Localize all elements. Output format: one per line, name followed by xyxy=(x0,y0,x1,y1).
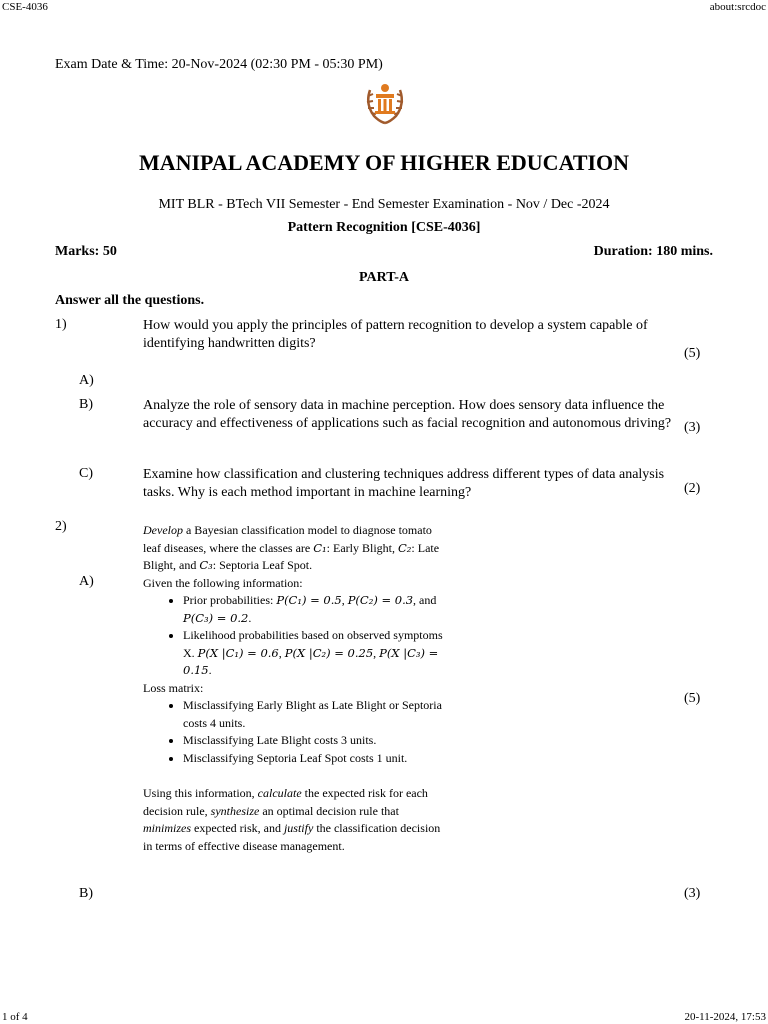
class-c1: C₁ xyxy=(313,540,327,555)
browser-header-title: CSE-4036 xyxy=(2,1,48,13)
q1-marks: (5) xyxy=(684,346,701,361)
likelihood-probabilities-item: • Likelihood probabilities based on observed symptoms X. P(X |C₁) = 0.6, P(X |C₂) = 0.25, P(X |C₃) = 0.15. xyxy=(183,627,443,680)
class-c3: C₃ xyxy=(199,558,213,572)
class-c2: C₂ xyxy=(398,540,412,555)
q2-given: Given the following information: xyxy=(143,575,303,590)
q2-loss-label: Loss matrix: xyxy=(143,680,204,695)
q1-sub-b-text: Analyze the role of sensory data in machine perception. How does sensory data influence the accuracy and effectiveness of applications such as facial recognition and autonomous driving? xyxy=(143,398,672,431)
part-heading: PART-A xyxy=(358,270,410,285)
q2-sub-b-marks: (3) xyxy=(684,886,701,901)
page-counter: 1 of 4 xyxy=(2,1011,28,1023)
q2-sub-a-label: A) xyxy=(79,574,94,589)
q1-sub-c-label: C) xyxy=(79,466,93,481)
q1-sub-b-marks: (3) xyxy=(684,420,701,435)
loss-item: • Misclassifying Late Blight costs 3 units. xyxy=(183,732,443,750)
q1-sub-c-marks: (2) xyxy=(684,481,701,496)
loss-item: • Misclassifying Septoria Leaf Spot costs 1 unit. xyxy=(183,750,443,768)
loss-item: • Misclassifying Early Blight as Late Blight or Septoria costs 4 units. xyxy=(183,697,443,732)
q1-text: How would you apply the principles of pattern recognition to develop a system capable of identifying handwritten digits? xyxy=(143,318,648,351)
q1-number: 1) xyxy=(55,317,67,332)
total-marks: Marks: 50 xyxy=(55,244,117,259)
course-title: Pattern Recognition [CSE-4036] xyxy=(287,220,481,235)
q2-sub-b-label: B) xyxy=(79,886,93,901)
q2-given-list xyxy=(143,592,443,680)
prior-probabilities-item: • Prior probabilities: P(C₁) = 0.5, P(C₂) = 0.3, and P(C₃) = 0.2. xyxy=(183,592,443,627)
exam-datetime: Exam Date & Time: 20-Nov-2024 (02:30 PM - 05:30 PM) xyxy=(55,57,383,72)
q2-intro-emphasis: Develop xyxy=(143,523,183,537)
instruction: Answer all the questions. xyxy=(55,293,205,308)
browser-header-url: about:srcdoc xyxy=(709,1,766,13)
exam-duration: Duration: 180 mins. xyxy=(593,244,713,259)
q2-loss-list xyxy=(143,697,443,767)
q1-sub-a-label: A) xyxy=(79,373,94,388)
q2-sub-a-marks: (5) xyxy=(684,691,701,706)
q2-task: Using this information, calculate the expected risk for each decision rule, synthesize an optimal decision rule that minimizes expected risk, and justify the classification decision in terms of effective disease management. xyxy=(143,786,441,853)
q1-sub-c-text: Examine how classification and clustering techniques address different types of data analysis tasks. Why is each method important in machine learning? xyxy=(143,467,665,500)
q2-intro: Develop a Bayesian classification model to diagnose tomato leaf diseases, where the classes are C₁: Early Blight, C₂: Late Blight, and C₃: Septoria Leaf Spot. xyxy=(143,523,440,572)
print-timestamp: 20-11-2024, 17:53 xyxy=(684,1011,766,1023)
q2-sub-a-body xyxy=(143,522,443,855)
institution-logo xyxy=(362,80,408,126)
q2-number: 2) xyxy=(55,519,67,534)
q1-sub-b-label: B) xyxy=(79,397,93,412)
institution-name: MANIPAL ACADEMY OF HIGHER EDUCATION xyxy=(138,150,630,175)
program-line: MIT BLR - BTech VII Semester - End Semester Examination - Nov / Dec -2024 xyxy=(158,197,610,212)
